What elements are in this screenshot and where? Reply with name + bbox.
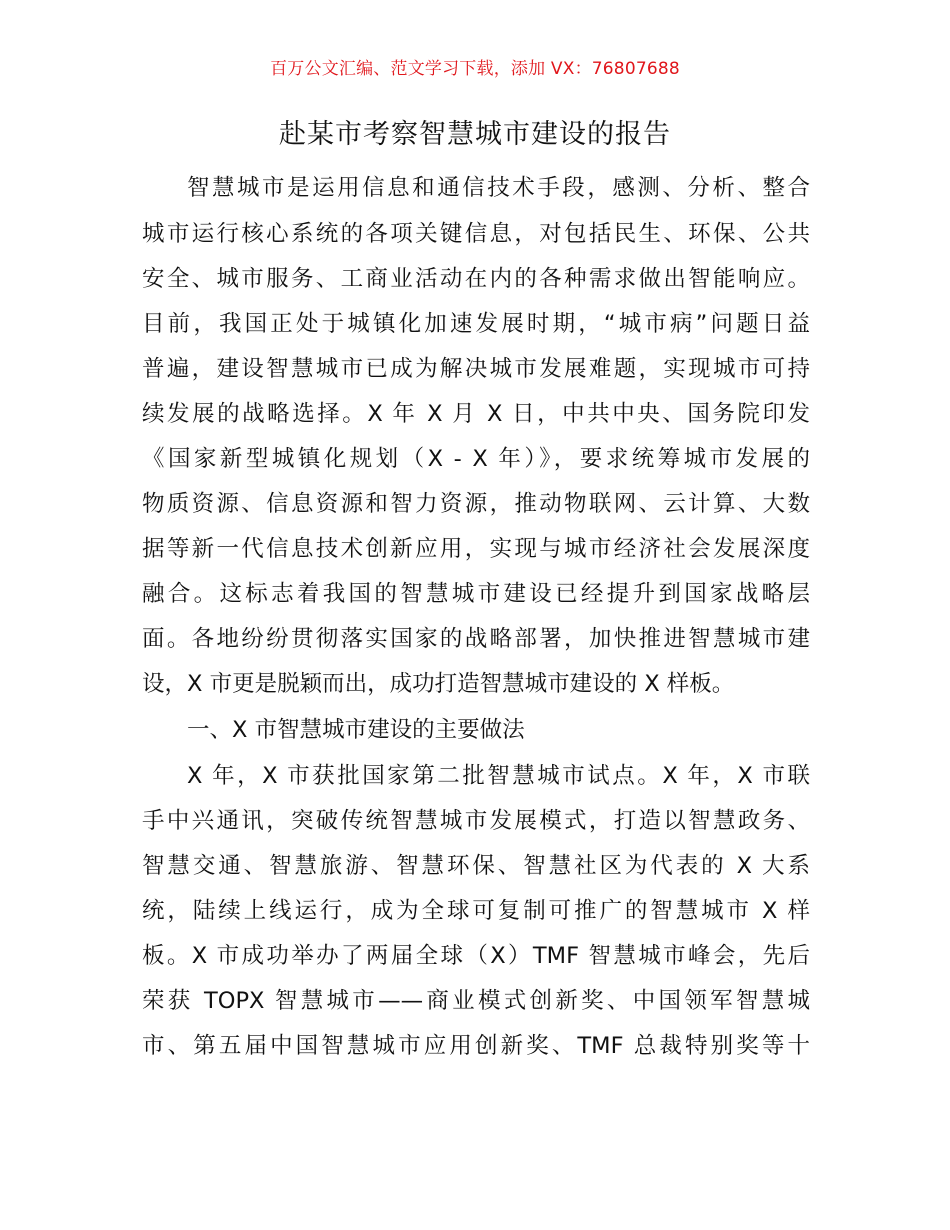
paragraph-line: 智慧城市是运用信息和通信技术手段，感测、分析、整合 bbox=[187, 175, 810, 201]
paragraph-line: 融合。这标志着我国的智慧城市建设已经提升到国家战略层 bbox=[142, 581, 810, 607]
paragraph-line: 统，陆续上线运行，成为全球可复制可推广的智慧城市 X 样 bbox=[142, 898, 810, 924]
paragraph-line: 据等新一代信息技术创新应用，实现与城市经济社会发展深度 bbox=[142, 536, 810, 562]
paragraph-line: 物质资源、信息资源和智力资源，推动物联网、云计算、大数 bbox=[142, 491, 810, 517]
paragraph-line: 安全、城市服务、工商业活动在内的各种需求做出智能响应。 bbox=[142, 266, 810, 292]
section-heading: 一、X 市智慧城市建设的主要做法 bbox=[187, 717, 525, 743]
paragraph-line: 《国家新型城镇化规划（X - X 年）》，要求统筹城市发展的 bbox=[142, 446, 810, 472]
document-title: 赴某市考察智慧城市建设的报告 bbox=[279, 119, 671, 150]
paragraph-line: X 年，X 市获批国家第二批智慧城市试点。X 年，X 市联 bbox=[187, 763, 810, 789]
paragraph-line: 市、第五届中国智慧城市应用创新奖、TMF 总裁特别奖等十 bbox=[142, 1033, 810, 1059]
paragraph-line: 城市运行核心系统的各项关键信息，对包括民生、环保、公共 bbox=[142, 221, 810, 247]
paragraph-line: 板。X 市成功举办了两届全球（X）TMF 智慧城市峰会，先后 bbox=[142, 943, 810, 969]
paragraph-line: 续发展的战略选择。X 年 X 月 X 日，中共中央、国务院印发 bbox=[142, 401, 810, 427]
paragraph-line: 普遍，建设智慧城市已成为解决城市发展难题，实现城市可持 bbox=[142, 356, 810, 382]
paragraph-line: 设，X 市更是脱颖而出，成功打造智慧城市建设的 X 样板。 bbox=[142, 671, 735, 697]
watermark-banner: 百万公文汇编、范文学习下载，添加 VX：76807688 bbox=[270, 59, 680, 79]
paragraph-line: 目前，我国正处于城镇化加速发展时期，“城市病”问题日益 bbox=[142, 311, 810, 337]
paragraph-line: 智慧交通、智慧旅游、智慧环保、智慧社区为代表的 X 大系 bbox=[142, 853, 810, 879]
paragraph-line: 面。各地纷纷贯彻落实国家的战略部署，加快推进智慧城市建 bbox=[142, 626, 810, 652]
paragraph-line: 荣获 TOPX 智慧城市——商业模式创新奖、中国领军智慧城 bbox=[142, 988, 810, 1014]
paragraph-line: 手中兴通讯，突破传统智慧城市发展模式，打造以智慧政务、 bbox=[142, 808, 810, 834]
